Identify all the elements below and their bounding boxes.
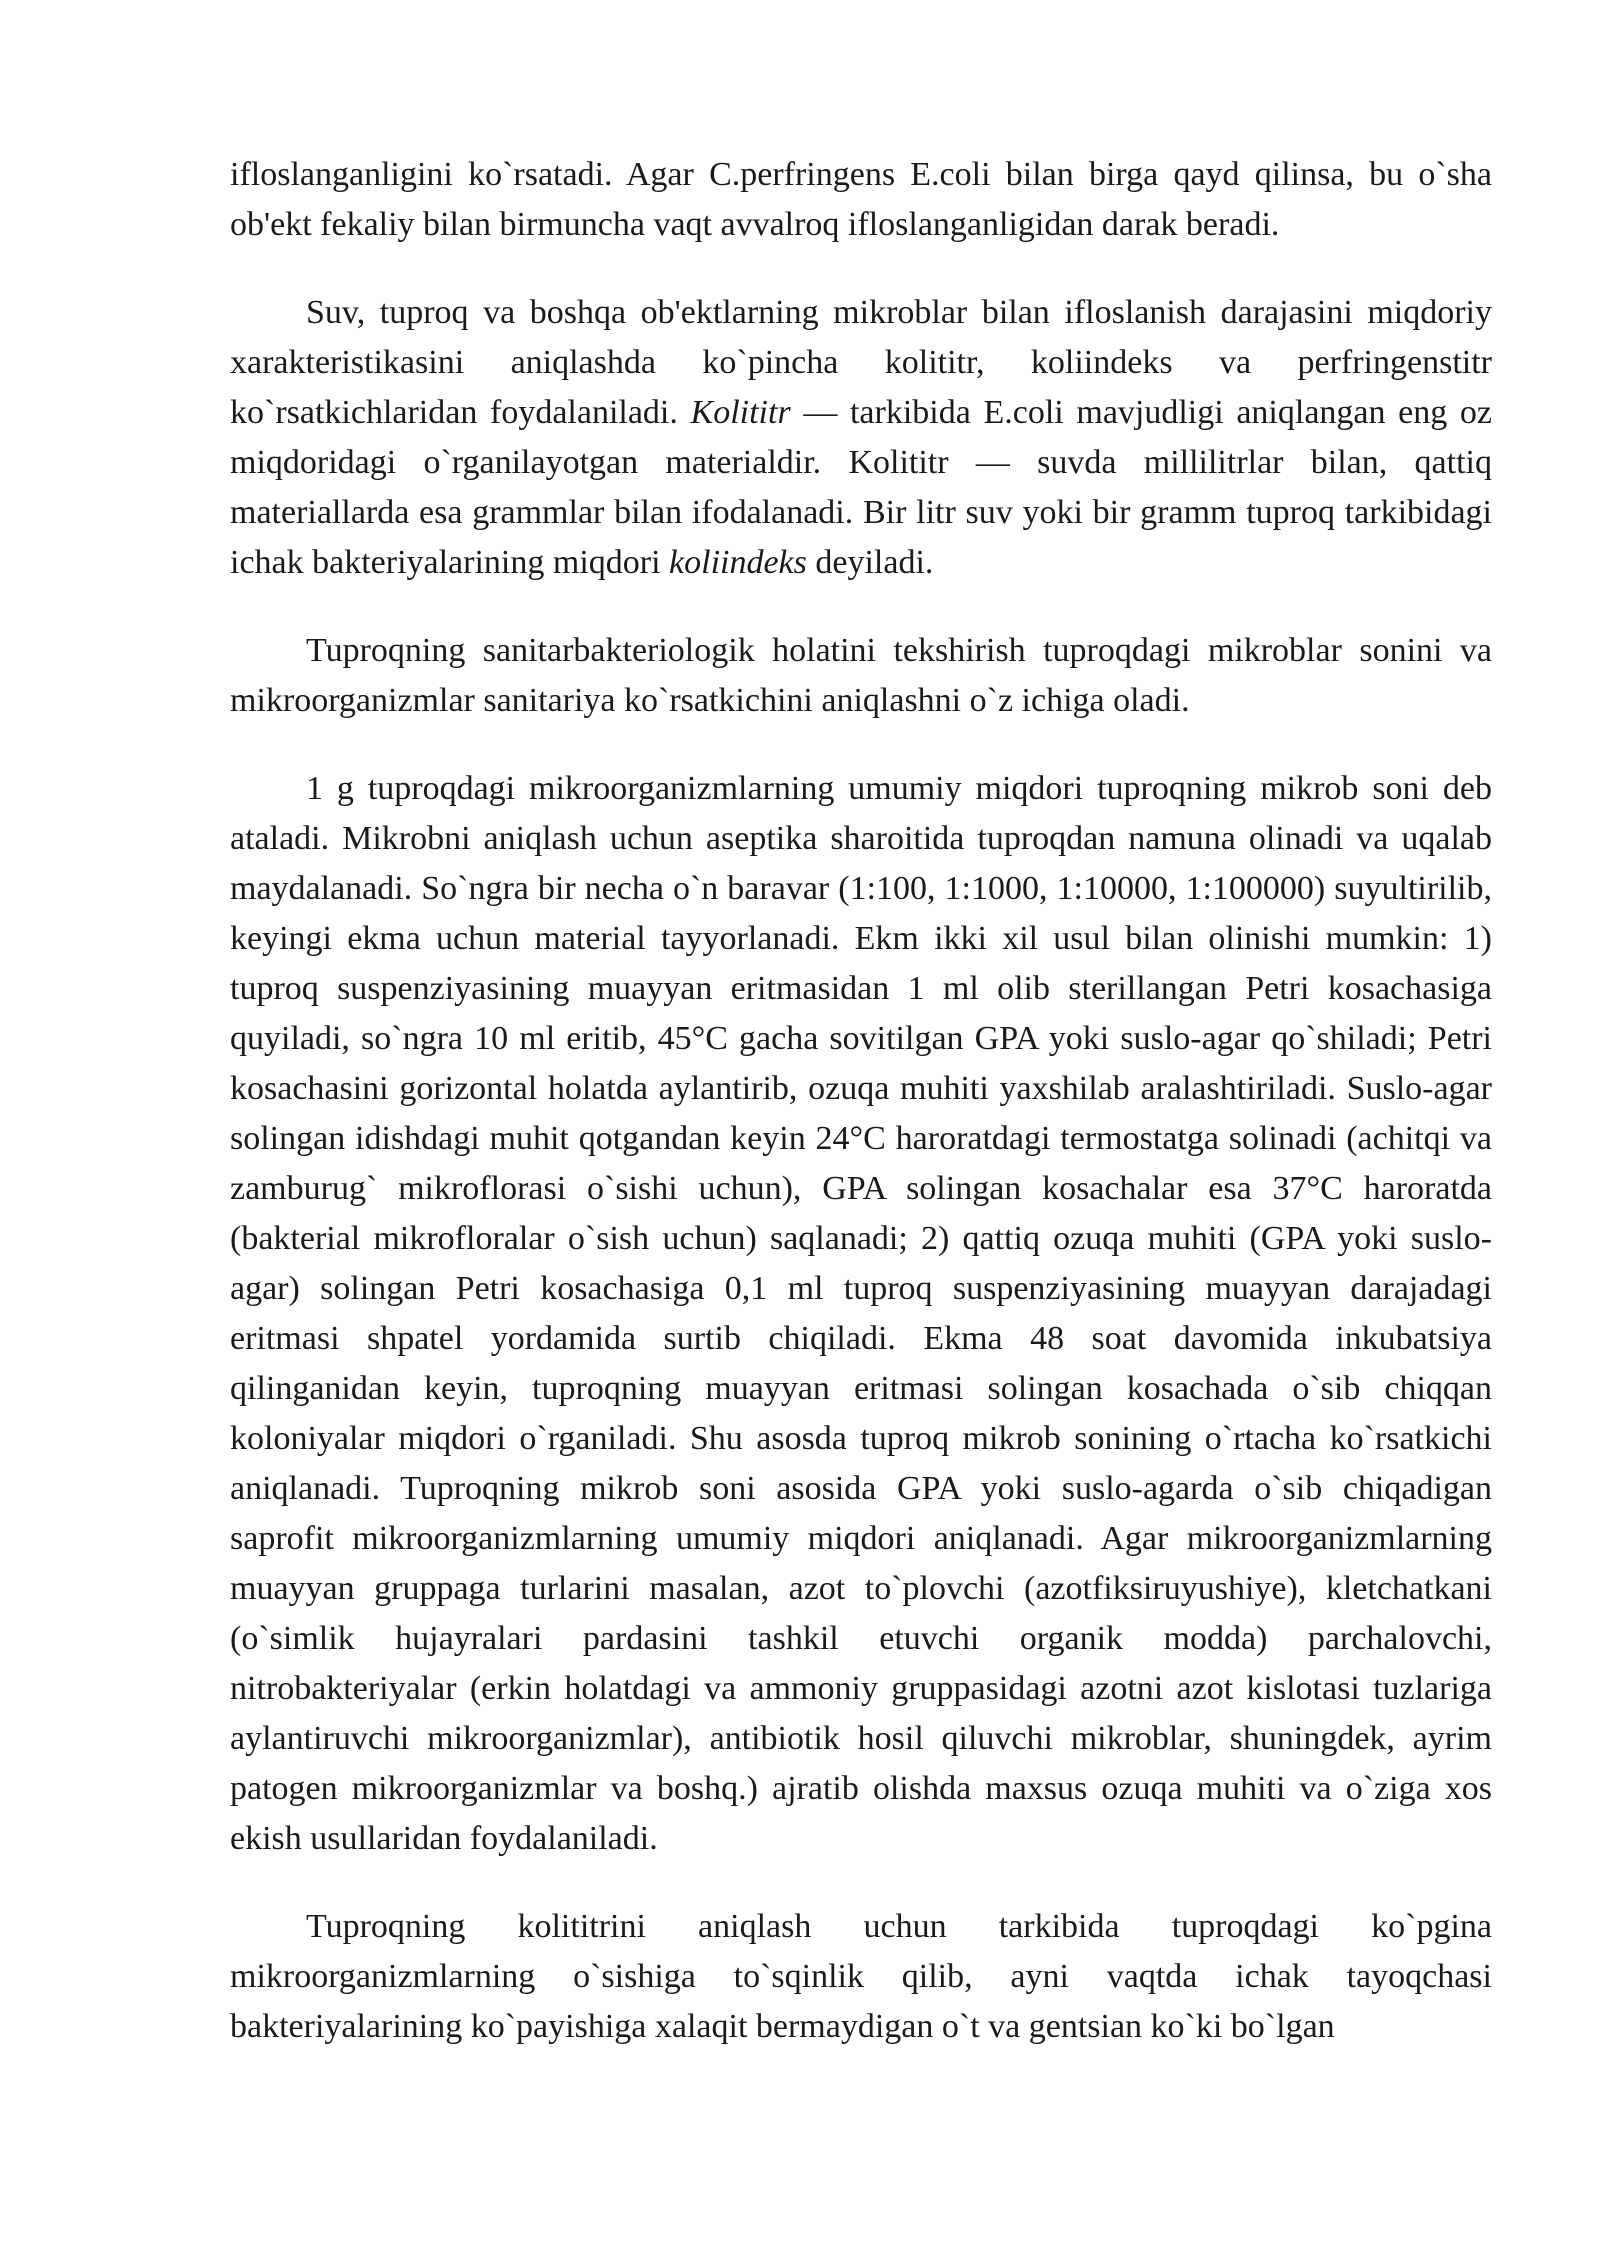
paragraph-1	[230, 150, 1492, 250]
paragraph-5	[230, 1902, 1492, 2052]
paragraph-2-text-b: — tarkibida E.coli mavjudligi aniqlangan eng oz miqdoridagi o`rganilayotgan materialdir. Kolititr — suvda millilitrlar bilan, qattiq materiallarda esa grammlar bilan ifodalanadi. Bir litr suv yoki bir gramm tuproq tarkibidagi ichak bakteriyalarining miqdori	[230, 394, 1492, 581]
paragraph-4-text: 1 g tuproqdagi mikroorganizmlarning umumiy miqdori tuproqning mikrob soni deb ataladi. Mikrobni aniqlash uchun aseptika sharoitida tuproqdan namuna olinadi va uqalab maydalanadi. So`ngra bir necha o`n baravar (1:100, 1:1000, 1:10000, 1:100000) suyultirilib, keyingi ekma uchun material tayyorlanadi. Ekm ikki xil usul bilan olinishi mumkin: 1) tuproq suspenziyasining muayyan eritmasidan 1 ml olib sterillangan Petri kosachasiga quyiladi, so`ngra 10 ml eritib, 45°C gacha sovitilgan GPA yoki suslo-agar qo`shiladi; Petri kosachasini gorizontal holatda aylantirib, ozuqa muhiti yaxshilab aralashtiriladi. Suslo-agar solingan idishdagi muhit qotgandan keyin 24°C haroratdagi termostatga solinadi (achitqi va zamburug` mikroflorasi o`sishi uchun), GPA solingan kosachalar esa 37°C haroratda (bakterial mikrofloralar o`sish uchun) saqlanadi; 2) qattiq ozuqa muhiti (GPA yoki suslo-agar) solingan Petri kosachasiga 0,1 ml tuproq suspenziyasining muayyan darajadagi eritmasi shpatel yordamida surtib chiqiladi. Ekma 48 soat davomida inkubatsiya qilinganidan keyin, tuproqning muayyan eritmasi solingan kosachada o`sib chiqqan koloniyalar miqdori o`rganiladi. Shu asosda tuproq mikrob sonining o`rtacha ko`rsatkichi aniqlanadi. Tuproqning mikrob soni asosida GPA yoki suslo-agarda o`sib chiqadigan saprofit mikroorganizmlarning umumiy miqdori aniqlanadi. Agar mikroorganizmlarning muayyan gruppaga turlarini masalan, azot to`plovchi (azotfiksiruyushiye), kletchatkani (o`simlik hujayralari pardasini tashkil etuvchi organik modda) parchalovchi, nitrobakteriyalar (erkin holatdagi va ammoniy gruppasidagi azotni azot kislotasi tuzlariga aylantiruvchi mikroorganizmlar), antibiotik hosil qiluvchi mikroblar, shuningdek, ayrim patogen mikroorganizmlar va boshq.) ajratib olishda maxsus ozuqa muhiti va o`ziga xos ekish usullaridan foydalaniladi.	[230, 770, 1492, 1857]
paragraph-3-text: Tuproqning sanitarbakteriologik holatini tekshirish tuproqdagi mikroblar sonini va mikroorganizmlar sanitariya ko`rsatkichini aniqlashni o`z ichiga oladi.	[230, 632, 1492, 719]
paragraph-5-text: Tuproqning kolititrini aniqlash uchun tarkibida tuproqdagi ko`pgina mikroorganizmlarning o`sishiga to`sqinlik qilib, ayni vaqtda ichak tayoqchasi bakteriyalarining ko`payishiga xalaqit bermaydigan o`t va gentsian ko`ki bo`lgan	[230, 1908, 1492, 2045]
document-page	[230, 150, 1492, 2052]
paragraph-1-text: ifloslanganligini ko`rsatadi. Agar C.perfringens E.coli bilan birga qayd qilinsa, bu o`sha ob'ekt fekaliy bilan birmuncha vaqt avvalroq ifloslanganligidan darak beradi.	[230, 156, 1492, 243]
term-kolititr: Kolititr	[690, 394, 791, 431]
paragraph-4	[230, 764, 1492, 1864]
term-koliindeks: koliindeks	[669, 544, 807, 581]
paragraph-2-text-c: deyiladi.	[806, 544, 934, 581]
paragraph-2-text-a: Suv, tuproq va boshqa ob'ektlarning mikroblar bilan ifloslanish darajasini miqdoriy xarakteristikasini aniqlashda ko`pincha kolititr, koliindeks va perfringenstitr ko`rsatkichlaridan foydalaniladi.	[230, 294, 1492, 431]
paragraph-3	[230, 626, 1492, 726]
paragraph-2	[230, 288, 1492, 588]
